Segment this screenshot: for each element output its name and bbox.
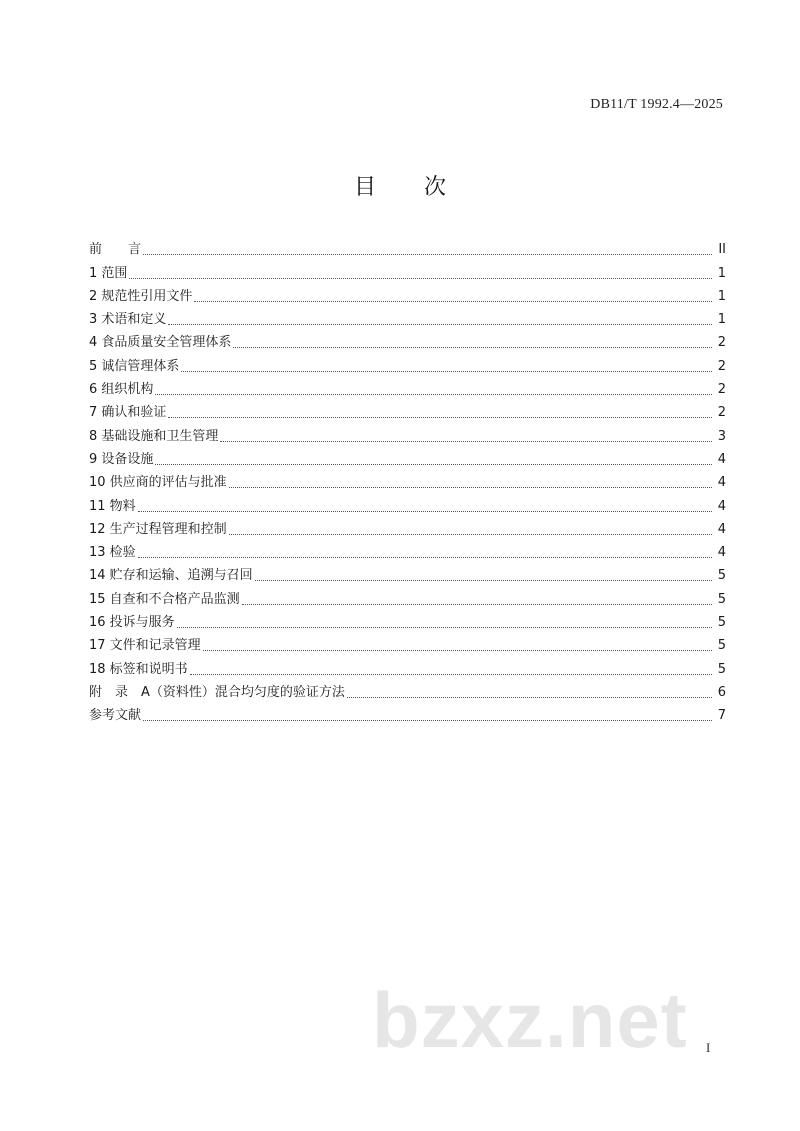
toc-entry[interactable] <box>89 306 726 329</box>
toc-entry-page: 2 <box>717 382 726 398</box>
page-title: 目次 <box>353 175 494 200</box>
dot-leader <box>143 253 712 255</box>
dot-leader <box>143 719 712 721</box>
dot-leader <box>138 510 712 512</box>
toc-entry-label: 15 自查和不合格产品监测 <box>89 591 240 607</box>
toc-entry-label: 3 术语和定义 <box>89 312 167 328</box>
toc-entry-page: 4 <box>717 475 726 491</box>
toc-entry[interactable] <box>89 236 726 259</box>
toc-entry-label: 14 贮存和运输、追溯与召回 <box>89 568 253 584</box>
toc-entry-page: 5 <box>717 568 726 584</box>
toc-entry-page: 5 <box>717 638 726 654</box>
toc-entry-label: 8 基础设施和卫生管理 <box>89 428 219 444</box>
toc-entry-label: 参考文献 <box>89 708 142 724</box>
toc-entry-page: 4 <box>717 545 726 561</box>
toc-entry-page: 5 <box>717 591 726 607</box>
toc-entry-page: II <box>718 242 726 258</box>
toc-entry[interactable] <box>89 283 726 306</box>
dot-leader <box>229 533 712 535</box>
dot-leader <box>229 486 712 488</box>
page-number: I <box>706 1040 711 1055</box>
toc-entry-label: 17 文件和记录管理 <box>89 638 201 654</box>
dot-leader <box>347 696 712 698</box>
dot-leader <box>190 673 712 675</box>
toc-entry-label: 6 组织机构 <box>89 382 154 398</box>
toc-entry-label: 前 言 <box>89 242 142 258</box>
toc-entry-label: 附 录 A（资料性）混合均匀度的验证方法 <box>89 684 345 700</box>
toc-entry-page: 5 <box>717 661 726 677</box>
toc-entry-label: 7 确认和验证 <box>89 405 167 421</box>
dot-leader <box>220 440 712 442</box>
toc-entry-page: 6 <box>717 684 726 700</box>
toc-entry-label: 9 设备设施 <box>89 451 154 467</box>
dot-leader <box>168 416 712 418</box>
toc-entry-page: 2 <box>717 335 726 351</box>
toc-entry-page: 5 <box>717 615 726 631</box>
toc-entry[interactable] <box>89 679 726 702</box>
table-of-contents <box>89 236 726 725</box>
toc-entry-label: 16 投诉与服务 <box>89 615 175 631</box>
toc-entry[interactable] <box>89 539 726 562</box>
document-code: DB11/T 1992.4—2025 <box>590 97 723 112</box>
toc-entry[interactable] <box>89 562 726 585</box>
toc-entry-page: 4 <box>717 451 726 467</box>
toc-entry[interactable] <box>89 352 726 375</box>
toc-entry[interactable] <box>89 469 726 492</box>
toc-entry[interactable] <box>89 632 726 655</box>
toc-entry-label: 10 供应商的评估与批准 <box>89 475 227 491</box>
toc-entry-label: 11 物料 <box>89 498 136 514</box>
toc-entry-label: 13 检验 <box>89 545 136 561</box>
toc-entry[interactable] <box>89 702 726 725</box>
toc-entry[interactable] <box>89 399 726 422</box>
toc-entry[interactable] <box>89 655 726 678</box>
dot-leader <box>177 626 712 628</box>
toc-entry-page: 1 <box>717 312 726 328</box>
toc-entry-page: 1 <box>717 288 726 304</box>
toc-entry-page: 1 <box>717 265 726 281</box>
toc-entry-label: 12 生产过程管理和控制 <box>89 521 227 537</box>
dot-leader <box>194 300 712 302</box>
toc-entry-page: 2 <box>717 405 726 421</box>
toc-entry-label: 4 食品质量安全管理体系 <box>89 335 232 351</box>
toc-entry-label: 5 诚信管理体系 <box>89 358 180 374</box>
toc-entry-page: 4 <box>717 498 726 514</box>
dot-leader <box>155 393 712 395</box>
toc-entry-label: 2 规范性引用文件 <box>89 288 193 304</box>
toc-entry[interactable] <box>89 609 726 632</box>
toc-entry-page: 3 <box>717 428 726 444</box>
toc-entry-page: 4 <box>717 521 726 537</box>
dot-leader <box>203 649 712 651</box>
toc-entry[interactable] <box>89 422 726 445</box>
toc-entry-page: 7 <box>717 708 726 724</box>
dot-leader <box>242 603 712 605</box>
watermark: bzxz.net <box>372 976 688 1064</box>
toc-entry[interactable] <box>89 259 726 282</box>
dot-leader <box>168 323 712 325</box>
toc-entry[interactable] <box>89 446 726 469</box>
toc-entry-label: 18 标签和说明书 <box>89 661 188 677</box>
toc-entry-label: 1 范围 <box>89 265 128 281</box>
toc-entry-page: 2 <box>717 358 726 374</box>
toc-entry[interactable] <box>89 376 726 399</box>
dot-leader <box>138 556 712 558</box>
toc-entry[interactable] <box>89 492 726 515</box>
dot-leader <box>129 277 712 279</box>
toc-entry[interactable] <box>89 516 726 539</box>
dot-leader <box>255 579 712 581</box>
dot-leader <box>155 463 712 465</box>
toc-entry[interactable] <box>89 585 726 608</box>
toc-entry[interactable] <box>89 329 726 352</box>
dot-leader <box>181 370 712 372</box>
dot-leader <box>233 346 712 348</box>
